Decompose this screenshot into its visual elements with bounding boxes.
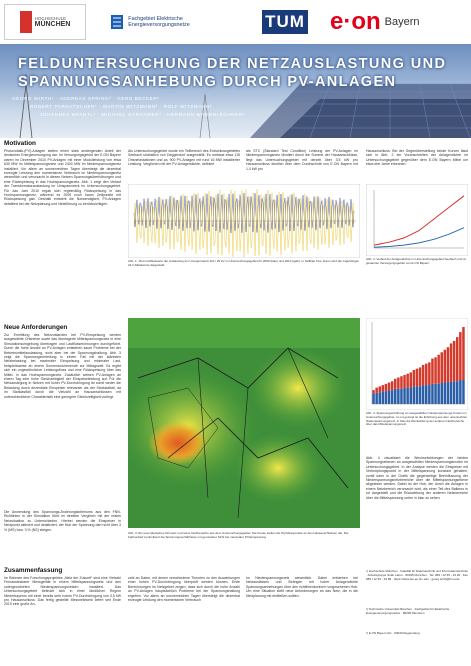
summary-col1: Im Rahmen des Forschungsprojektes „Netz der Zukunft“ sind eine Vielzahl Fernauslesbarer Messgeräte in einem Mittelspannungsnetz und den untergeordneten Niederspannungsnetzen installiert. Das Untersuchungsgebiet befindet sich in einer ländlichen Region Niederbayerns mit einer bereits sehr hohen PV-Durchdringung von 3,5 kW pro Hausanschluss. Das fertig gestellte Messnetzwerk liefert seit Ende 2010 eine große An- (4, 576, 121, 607)
fig3-map (128, 318, 360, 528)
fig4-bar (462, 380, 465, 404)
fig4-bar (434, 357, 437, 383)
fig4-bar (453, 341, 456, 381)
fig4-bar (403, 375, 406, 388)
fig4-bar (391, 390, 394, 404)
fig4-bar (410, 372, 413, 387)
eon-region: Bayern (384, 16, 420, 28)
fig4-bar (375, 388, 378, 393)
fig4-bar (419, 386, 422, 404)
neue-right-text: Abb. 4 visualisiert die Wechselwirkungen der beiden Spannungsebenen an ausgewählten Niederspannungsknoten im Untersuchungsgebiet. In der Analyse werden die Einspeiser mit Verknüpfungspunkt in der Mittelspannung konstant gehalten, somit kann in der Grafik die gegenseitige Beeinflussung der Niederspannungsnetzbereiche über die Mittelspannungsebene abgelesen werden. Dabei ist der Hub, der durch die Anlagen in einem Netzbereich verursacht wird, als einer Teil des Balkens in rot dargestellt und die Rückwirkung der anderen Netzbereiche über die Mittelspannung unten in blau zu sehen. (366, 456, 468, 500)
fig4-bar (422, 385, 425, 404)
fig2-caption: Abb. 2: Verlauf der Anlagendichte im Untersuchungsgebiet Seebach und im gesamten Versorgungsgebiet von E.ON Bayern. (366, 258, 467, 265)
fig4-bar (379, 393, 382, 404)
hochschule-muenchen-logo (4, 4, 86, 40)
fig4-bar (403, 388, 406, 404)
fig4-bar (441, 383, 444, 404)
fig4-bar (428, 362, 431, 385)
authors-line2: ROBERT PARDATSCHER¹ · MARTIN WITZMANN³ · ROLF WITZMANN² (30, 104, 212, 109)
fee-line1: Fachgebiet Elektrische (128, 16, 183, 22)
fig3-caption: Abb. 3: Ein exemplarisches Ortsnetz und seine Netzbereiche aus dem Untersuchungsgebiet. Die Kreise stellen die PQ-Messpunkte an den Hausanschlüssen dar. Der Farbverlauf symbolisiert die Spannungsverhältnisse mit gerundeter Sicht bei maximaler PV-Einspeisung. (128, 532, 349, 539)
fee-line2: Energieversorgungsnetze (128, 22, 190, 28)
fig4-bar (450, 343, 453, 381)
fig4-bar (397, 378, 400, 389)
fig4-bar (462, 327, 465, 380)
fig4-bar (431, 359, 434, 384)
title-line2: SPANNUNGSANHEBUNG DURCH PV-ANLAGEN (18, 74, 397, 90)
fig4-bar (400, 376, 403, 389)
fig4-bar (447, 347, 450, 382)
fig4-caption: Abb. 4: Spannungserhöhung an ausgewählten Niederspannungs-Knoten im Untersuchungsgebiet. Im rot gezeigt ist die Erhöhung aus dem untersuchten Niederspannungsnetz, in blau die Rückwirkung der anderen Netzbereiche über das Mittelspannungsnetz. (366, 412, 468, 427)
fig4-bar (416, 369, 419, 387)
title-banner (0, 44, 471, 138)
tum-logo: TUM (262, 10, 308, 34)
neue-p1: Zur Ermittlung des Netzzustandes bei PV-Einspeisung werden ausgewählte Ortsnetze sowie das überlagerte Mittelspannungsnetz in eine Simulationsumgebung übertragen und Lastflussrechnungen durchgeführt. Durch die hohe Anzahl an PV-Anlagen entstehen kaum Probleme bei der Betriebsmittelauslastung, wohl aber bei der Spannungshaltung. Abb. 3 zeigt die Spannungsverteilung in einem Fall mit der stärksten Netzbelastung bei maximaler Einspeisung und minimaler Last, beispielsweise an einem Sonnenwochenende zur Mittagszeit. Es ergibt sich ein ungewöhnlicher Leistungsfluss und eine Rückspeisung über das Mittel- in das Hochspannungsnetz. Zusätzlich weisen PV-Anlagen an einem Tag eine hohe Gleichzeitigkeit der Einspeiseleistung auf. Für die Netzauslegung in Netzen mit hoher PV-Durchdringung ist somit weder die Belastung durch dezentrale Einspeiser relevanter als der Starklastfall, da im Starklastfall durch die Vielzahl an Hausanschlüssen mit unterschiedlicher Charakteristik eine geringere Gleichzeitigkeit vorliegt. (4, 333, 121, 399)
fig4-bar (459, 332, 462, 380)
fig4-bar (434, 384, 437, 404)
fig1-caption: Abb. 1: 15-min-Mittelwerte der Auslastung am Umspannwerk 110 / 20 kV im Untersuchungsgebiet für 2009 (blau) und 2010 (gelb). In hellblau bzw. braun sind die zugehörigen 24-h-Mittelwerte dargestellt. (128, 260, 360, 267)
fig4-bar (447, 383, 450, 404)
motivation-col4: Hausanschluss. Bei der Gegenüberstellung beider Kurven lässt sich in Abb. 2 ein Voranschreiten der Anlagendichte im Untersuchungsgebiet gegenüber dem E.ON Bayern Mittel um etwa drei Jahre erkennen. (366, 149, 468, 167)
fig4-bar (382, 391, 385, 404)
motivation-col3: als STC (Standard Test Condition) Leistung der PV-Anlagen im Niederspannungsnetz dividiert durch die Summe der Hausanschlüsse, liegt das Untersuchungsgebiet mit derzeit über 3,5 kW pro Hausanschluss deutlich über dem Durchschnitt von E.ON Bayern mit 1,4 kW pro (246, 149, 358, 171)
fig4-bar (406, 388, 409, 404)
fig4-bar (450, 381, 453, 404)
hm-mark-icon (20, 11, 32, 33)
fig4-bar (437, 355, 440, 384)
fee-mark-icon (110, 14, 124, 30)
fig4-bar (425, 385, 428, 404)
fig4-bar (422, 365, 425, 385)
fig4-bar (416, 386, 419, 404)
neue-p2: Die Anwendung des Spannungs-Änderungskriteriums aus den FNN-Richtlinien in der Simulation führt im direkten Vergleich mit der realen Netzsituation zu Unterschieden. Hierbei werden die Einspeiser in Netzpunkt aktiviert und deaktiviert, der Hub der Spannung darf nicht über 3 % (MS) bzw. 3 % (NS) steigen. (4, 510, 121, 532)
summary-col2: zahl an Daten, mit denen verschiedene Theorien zu den Auswirkungen einer hohen PV-Durchdringung überprüft werden können. Erste Berechnungen im Netzgebiet zeigen, dass sich durch die hohe Anzahl an PV-Anlagen hauptsächlich Probleme bei der Spannungshaltung ergeben. Vor allem an sonnenreichen Tagen übersteigt die dezentral erzeugte Leistung den momentanen Verbrauch (128, 576, 240, 603)
eon-logo (330, 6, 468, 38)
title-line1: FELDUNTERSUCHUNG DER NETZAUSLASTUNG UND (18, 56, 447, 72)
fig4-bar (431, 384, 434, 404)
fig4-bar (459, 380, 462, 404)
fig4-bar (410, 388, 413, 404)
fig4-bar (391, 381, 394, 390)
fig4-bar (400, 389, 403, 404)
eon-brand: e·on (330, 8, 381, 35)
summary-heading: Zusammenfassung (4, 567, 63, 574)
fig4-bar (394, 389, 397, 404)
fig4-bar (406, 374, 409, 388)
footnote-2: ²) Technische Universität München · Fachgebiet für Elektrische Energieversorgungsnetze · 80290 München (366, 608, 450, 615)
motivation-col1: Photovoltaik-(PV)-Anlagen stellen einen stark ansteigenden Anteil der deutschen Energieversorgung dar. Im Versorgungsgebiet der E.ON Bayern waren im Dezember 2010 PV-Anlagen mit einer Modulleistung von etwa 630 MW im Mittelspannungsnetz und 2400 MW im Niederspannungsnetz installiert. Vor allem an sonnenreichen Tagen übersteigt die dezentral erzeugte Leistung den momentanen Verbrauch im Niederspannungsnetz wesentlich und verursacht in diesen Netzen Spannungsüberhöhungen und eine Rückspeisung in das Hochspannungsnetz. Abb. 1 zeigt den Verlauf der Transformatorauslastung im Umspannwerk im Untersuchungsgebiet. Für das Jahr 2010 ergab sich regelmäßig Rückspeisung in das Hochspannungsnetz, während es 2009 noch kaum Zeitpunkte mit Rückspeisung gab. Deshalb entsteht die Notwendigkeit, PV-Anlagen detailliert bei der Netzplanung und Netzführung zu berücksichtigen. (4, 149, 121, 206)
fig4-bar (375, 393, 378, 404)
authors-line1: GEORG WIRTH¹ · ANDREAS SPRING² · GERD BECKER¹ (12, 96, 160, 101)
fig2-density-chart (366, 184, 468, 256)
fig4-bar-chart (366, 318, 468, 410)
footnote-1: ¹) Hochschule München · Fakultät für Elektrotechnik und Informationstechnik · Arbeitsgruppe Solar Labor · 80335 München · Tel. 089 / 12 65 - 34 26 · Fax 089 / 12 65 - 34 89 · https://www.lse.ee.hm.edu · georg.wirth@hm.edu (366, 570, 468, 581)
motivation-col2: Als Untersuchungsgebiet wurde ein Teilbereich des Erdschlussgebietes Seebach südöstlich von Deggendorf ausgewählt. Es umfasst etwa 115 Ortsnetzstationen und ca. 900 PV-Anlagen mit rund 16 MW installierter Leistung. Verglichen mit der PV-Anlagendichte, definiert (128, 149, 240, 167)
authors-line3: JOHANNES BRANTL³ · MICHAEL GARHAMER³ · HERMANN WAGENLECHNER⁴ (40, 112, 246, 117)
fig4-bar (444, 350, 447, 383)
fee-logo (96, 4, 204, 40)
fig4-bar (372, 390, 375, 394)
fig4-bar (456, 381, 459, 404)
footnote-3: ³) E.ON Bayern AG · 93049 Regensburg (366, 632, 420, 635)
fig4-bar (441, 352, 444, 382)
hm-line1: HOCHSCHULE (34, 16, 67, 21)
motivation-heading: Motivation (4, 140, 36, 147)
fig4-bar (385, 391, 388, 404)
fig4-bar (444, 383, 447, 404)
fig4-bar (456, 337, 459, 381)
fig4-bar (394, 379, 397, 389)
fig4-bar (413, 386, 416, 404)
fig4-bar (419, 367, 422, 386)
summary-col3: im Niederspannungsnetz wesentlich. Dabei entstehen bei Netzauslässen und Strängen mit hoher Anlagendichte Spannungsanhebungen über den richtlinienkonform vorgesehenen Hub. Um eine Situation stellt neue Anforderungen an das Netz, die in die Netzplanung mit einfließen sollten. (246, 576, 358, 598)
fig4-bar (428, 385, 431, 404)
fig4-bar (379, 386, 382, 392)
fig4-bar (385, 384, 388, 392)
neue-heading: Neue Anforderungen (4, 324, 68, 331)
fig4-bar (397, 389, 400, 404)
fig4-bar (425, 364, 428, 385)
fig4-bar (382, 385, 385, 391)
fig1-load-chart (128, 184, 360, 258)
fig4-bar (453, 381, 456, 404)
fig4-bar (413, 370, 416, 386)
fig4-bar (388, 383, 391, 391)
fig4-bar (372, 394, 375, 404)
fig4-bar (388, 390, 391, 404)
hm-line2: MÜNCHEN (34, 21, 71, 28)
fig4-bar (437, 384, 440, 404)
fig3-map-graphic (128, 318, 360, 528)
